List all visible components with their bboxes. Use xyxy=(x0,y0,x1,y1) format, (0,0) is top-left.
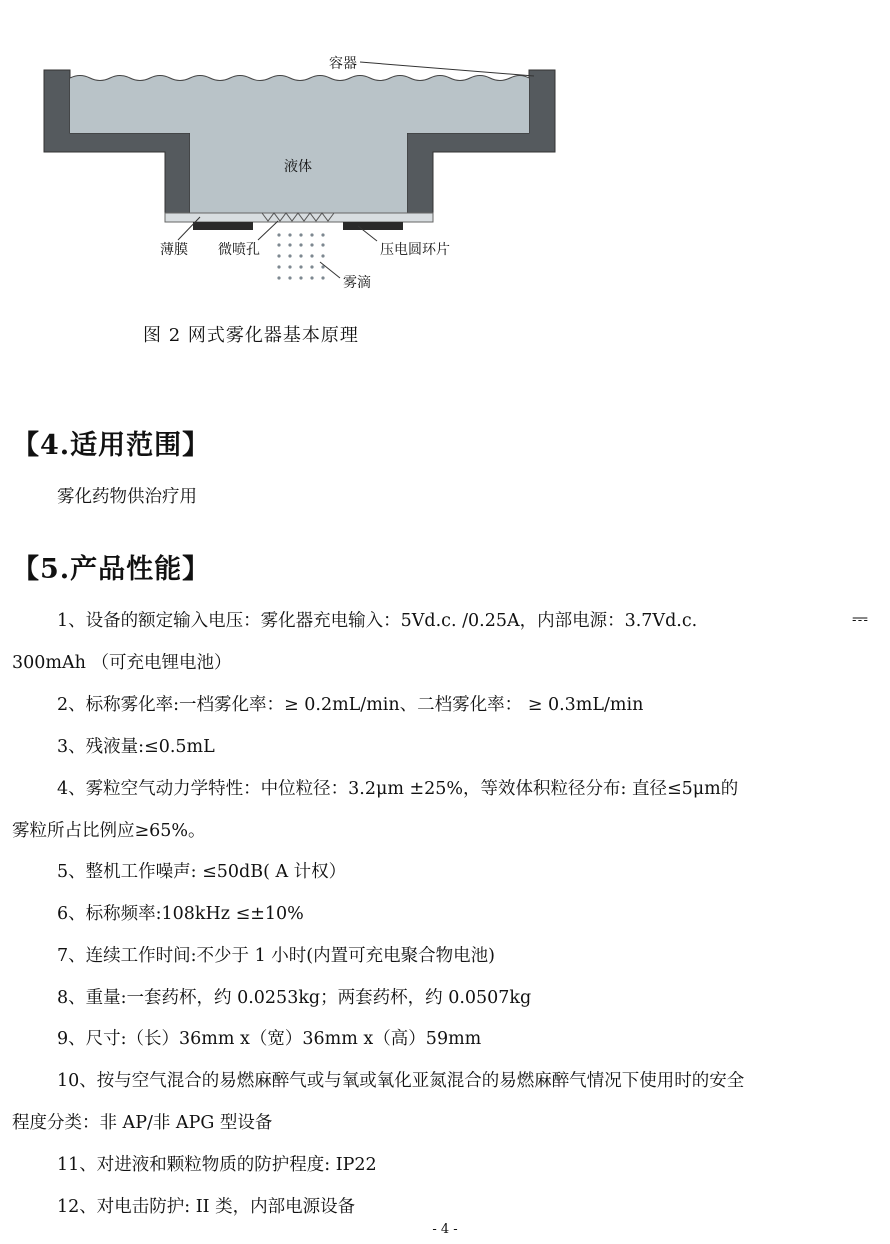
mist-dot xyxy=(277,254,280,257)
spec-item-10: 10、按与空气混合的易燃麻醉气或与氧或氧化亚氮混合的易燃麻醉气情况下使用时的安全 xyxy=(57,1071,745,1091)
mist-dot xyxy=(321,243,324,246)
leader-mist xyxy=(320,262,340,278)
label-piezo-ring: 压电圆环片 xyxy=(380,242,450,258)
spec-item-1 xyxy=(57,607,697,632)
mist-dot xyxy=(310,243,313,246)
mist-dot xyxy=(310,276,313,279)
section5-heading: 【5.产品性能】 xyxy=(12,554,211,585)
spec-item-7: 7、连续工作时间:不少于 1 小时(内置可充电聚合物电池) xyxy=(57,946,495,966)
spec-item-11: 11、对进液和颗粒物质的防护程度: IP22 xyxy=(57,1155,377,1175)
spec-item-9: 9、尺寸:（长）36mm x（宽）36mm x（高）59mm xyxy=(57,1029,482,1049)
spec-item-5: 5、整机工作噪声: ≤50dB( A 计权） xyxy=(57,862,347,882)
mist-dot xyxy=(288,276,291,279)
spec-item-1-cont: 300mAh （可充电锂电池） xyxy=(12,653,232,673)
page-number: - 4 - xyxy=(432,1222,458,1237)
mist-dot xyxy=(277,233,280,236)
section4-body: 雾化药物供治疗用 xyxy=(57,487,197,507)
mist-dot xyxy=(299,276,302,279)
mist-dot xyxy=(321,233,324,236)
mist-dot xyxy=(321,276,324,279)
piezo-ring-left xyxy=(193,222,253,230)
mist-dot xyxy=(299,243,302,246)
mist-dot xyxy=(288,243,291,246)
mist-dot xyxy=(288,233,291,236)
mist-dot xyxy=(299,233,302,236)
mist-dot xyxy=(299,265,302,268)
mist-droplets xyxy=(277,233,324,279)
mist-dot xyxy=(310,233,313,236)
spec-item-12: 12、对电击防护: II 类，内部电源设备 xyxy=(57,1197,356,1217)
label-container: 容器 xyxy=(329,56,357,72)
spec-item-4-cont: 雾粒所占比例应≥65%。 xyxy=(12,821,206,841)
spec-item-8: 8、重量:一套药杯，约 0.0253kg；两套药杯，约 0.0507kg xyxy=(57,988,532,1008)
piezo-ring-right xyxy=(343,222,403,230)
spec-item-1-text: 1、设备的额定输入电压：雾化器充电输入：5Vd.c. /0.25A，内部电源：3.7Vd.c. xyxy=(57,611,698,631)
leader-container xyxy=(360,62,534,76)
spec-item-4: 4、雾粒空气动力学特性：中位粒径：3.2μm ±25%，等效体积粒径分布: 直径≤5μm的 xyxy=(57,779,739,799)
spec-item-6: 6、标称频率:108kHz ≤±10% xyxy=(57,904,304,924)
spec-item-10-cont: 程度分类：非 AP/非 APG 型设备 xyxy=(12,1113,273,1133)
mist-dot xyxy=(277,243,280,246)
mist-dot xyxy=(277,265,280,268)
mist-dot xyxy=(310,254,313,257)
dc-symbol: ⎓ xyxy=(852,606,868,630)
mist-dot xyxy=(321,254,324,257)
mist-dot xyxy=(277,276,280,279)
label-liquid: 液体 xyxy=(284,159,312,175)
mist-dot xyxy=(288,265,291,268)
label-film: 薄膜 xyxy=(160,242,188,258)
mist-dot xyxy=(299,254,302,257)
spec-item-3: 3、残液量:≤0.5mL xyxy=(57,737,215,757)
liquid-surface xyxy=(70,76,529,81)
section4-heading: 【4.适用范围】 xyxy=(12,430,211,461)
label-micro-holes: 微喷孔 xyxy=(218,242,260,258)
leader-holes xyxy=(258,221,278,240)
label-mist: 雾滴 xyxy=(343,275,371,291)
figure-caption: 图 2 网式雾化器基本原理 xyxy=(143,325,359,346)
mist-dot xyxy=(288,254,291,257)
spec-item-2: 2、标称雾化率:一档雾化率：≥ 0.2mL/min、二档雾化率： ≥ 0.3mL/min xyxy=(57,695,644,715)
nebulizer-diagram xyxy=(0,0,890,300)
mist-dot xyxy=(310,265,313,268)
